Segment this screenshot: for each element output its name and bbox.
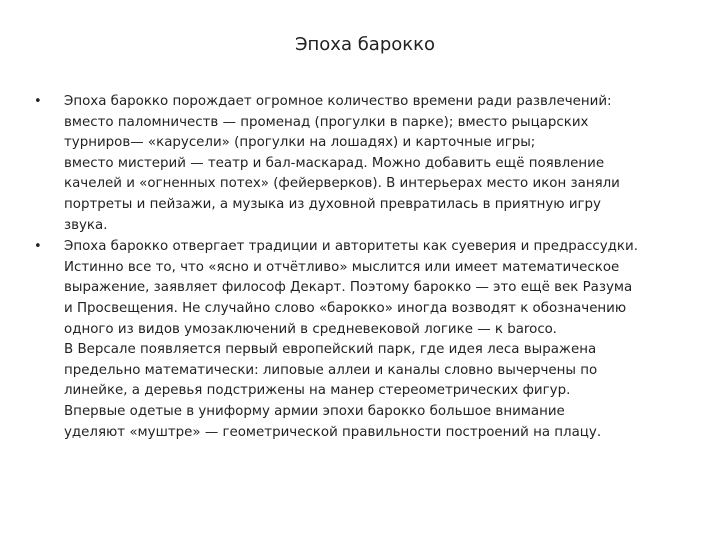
text-line: линейке, а деревья подстрижены на манер стереометрических фигур. <box>64 383 571 399</box>
text-line: предельно математически: липовые аллеи и каналы словно вычерчены по <box>64 362 598 378</box>
text-line: вместо мистерий — театр и бал-маскарад. Можно добавить ещё появление <box>64 155 605 171</box>
text-line: В Версале появляется первый европейский парк, где идея леса выражена <box>64 342 597 358</box>
text-line: турниров— «карусели» (прогулки на лошадях) и карточные игры; <box>64 135 536 151</box>
text-line: Истинно все то, что «ясно и отчётливо» мыслится или имеет математическое <box>64 259 620 275</box>
text-line: выражение, заявляет философ Декарт. Поэтому барокко — это ещё век Разума <box>64 280 633 296</box>
text-line: Эпоха барокко порождает огромное количество времени ради развлечений: <box>64 94 612 109</box>
text-line: Эпоха барокко отвергает традиции и авторитеты как суеверия и предрассудки. <box>64 239 638 255</box>
bullet-list <box>34 92 694 443</box>
text-line: звука. <box>64 217 108 233</box>
bullet-item-1 <box>34 92 694 236</box>
text-line: Впервые одетые в униформу армии эпохи барокко большое внимание <box>64 403 565 419</box>
text-line: одного из видов умозаключений в средневековой логике — к baroco. <box>64 321 557 337</box>
bullet-marker: • <box>34 94 42 109</box>
text-line: вместо паломничеств — променад (прогулки в парке); вместо рыцарских <box>64 114 589 130</box>
text-line: качелей и «огненных потех» (фейерверков). В интерьерах место икон заняли <box>64 176 620 192</box>
slide-title: Эпоха барокко <box>294 34 436 55</box>
bullet-marker: • <box>34 239 42 255</box>
text-line: портреты и пейзажи, а музыка из духовной превратилась в приятную игру <box>64 196 601 212</box>
text-line: уделяют «муштре» — геометрической правильности построений на плацу. <box>64 424 602 440</box>
bullet-item-2 <box>34 237 694 443</box>
text-line: и Просвещения. Не случайно слово «барокко» иногда возводят к обозначению <box>64 300 627 316</box>
